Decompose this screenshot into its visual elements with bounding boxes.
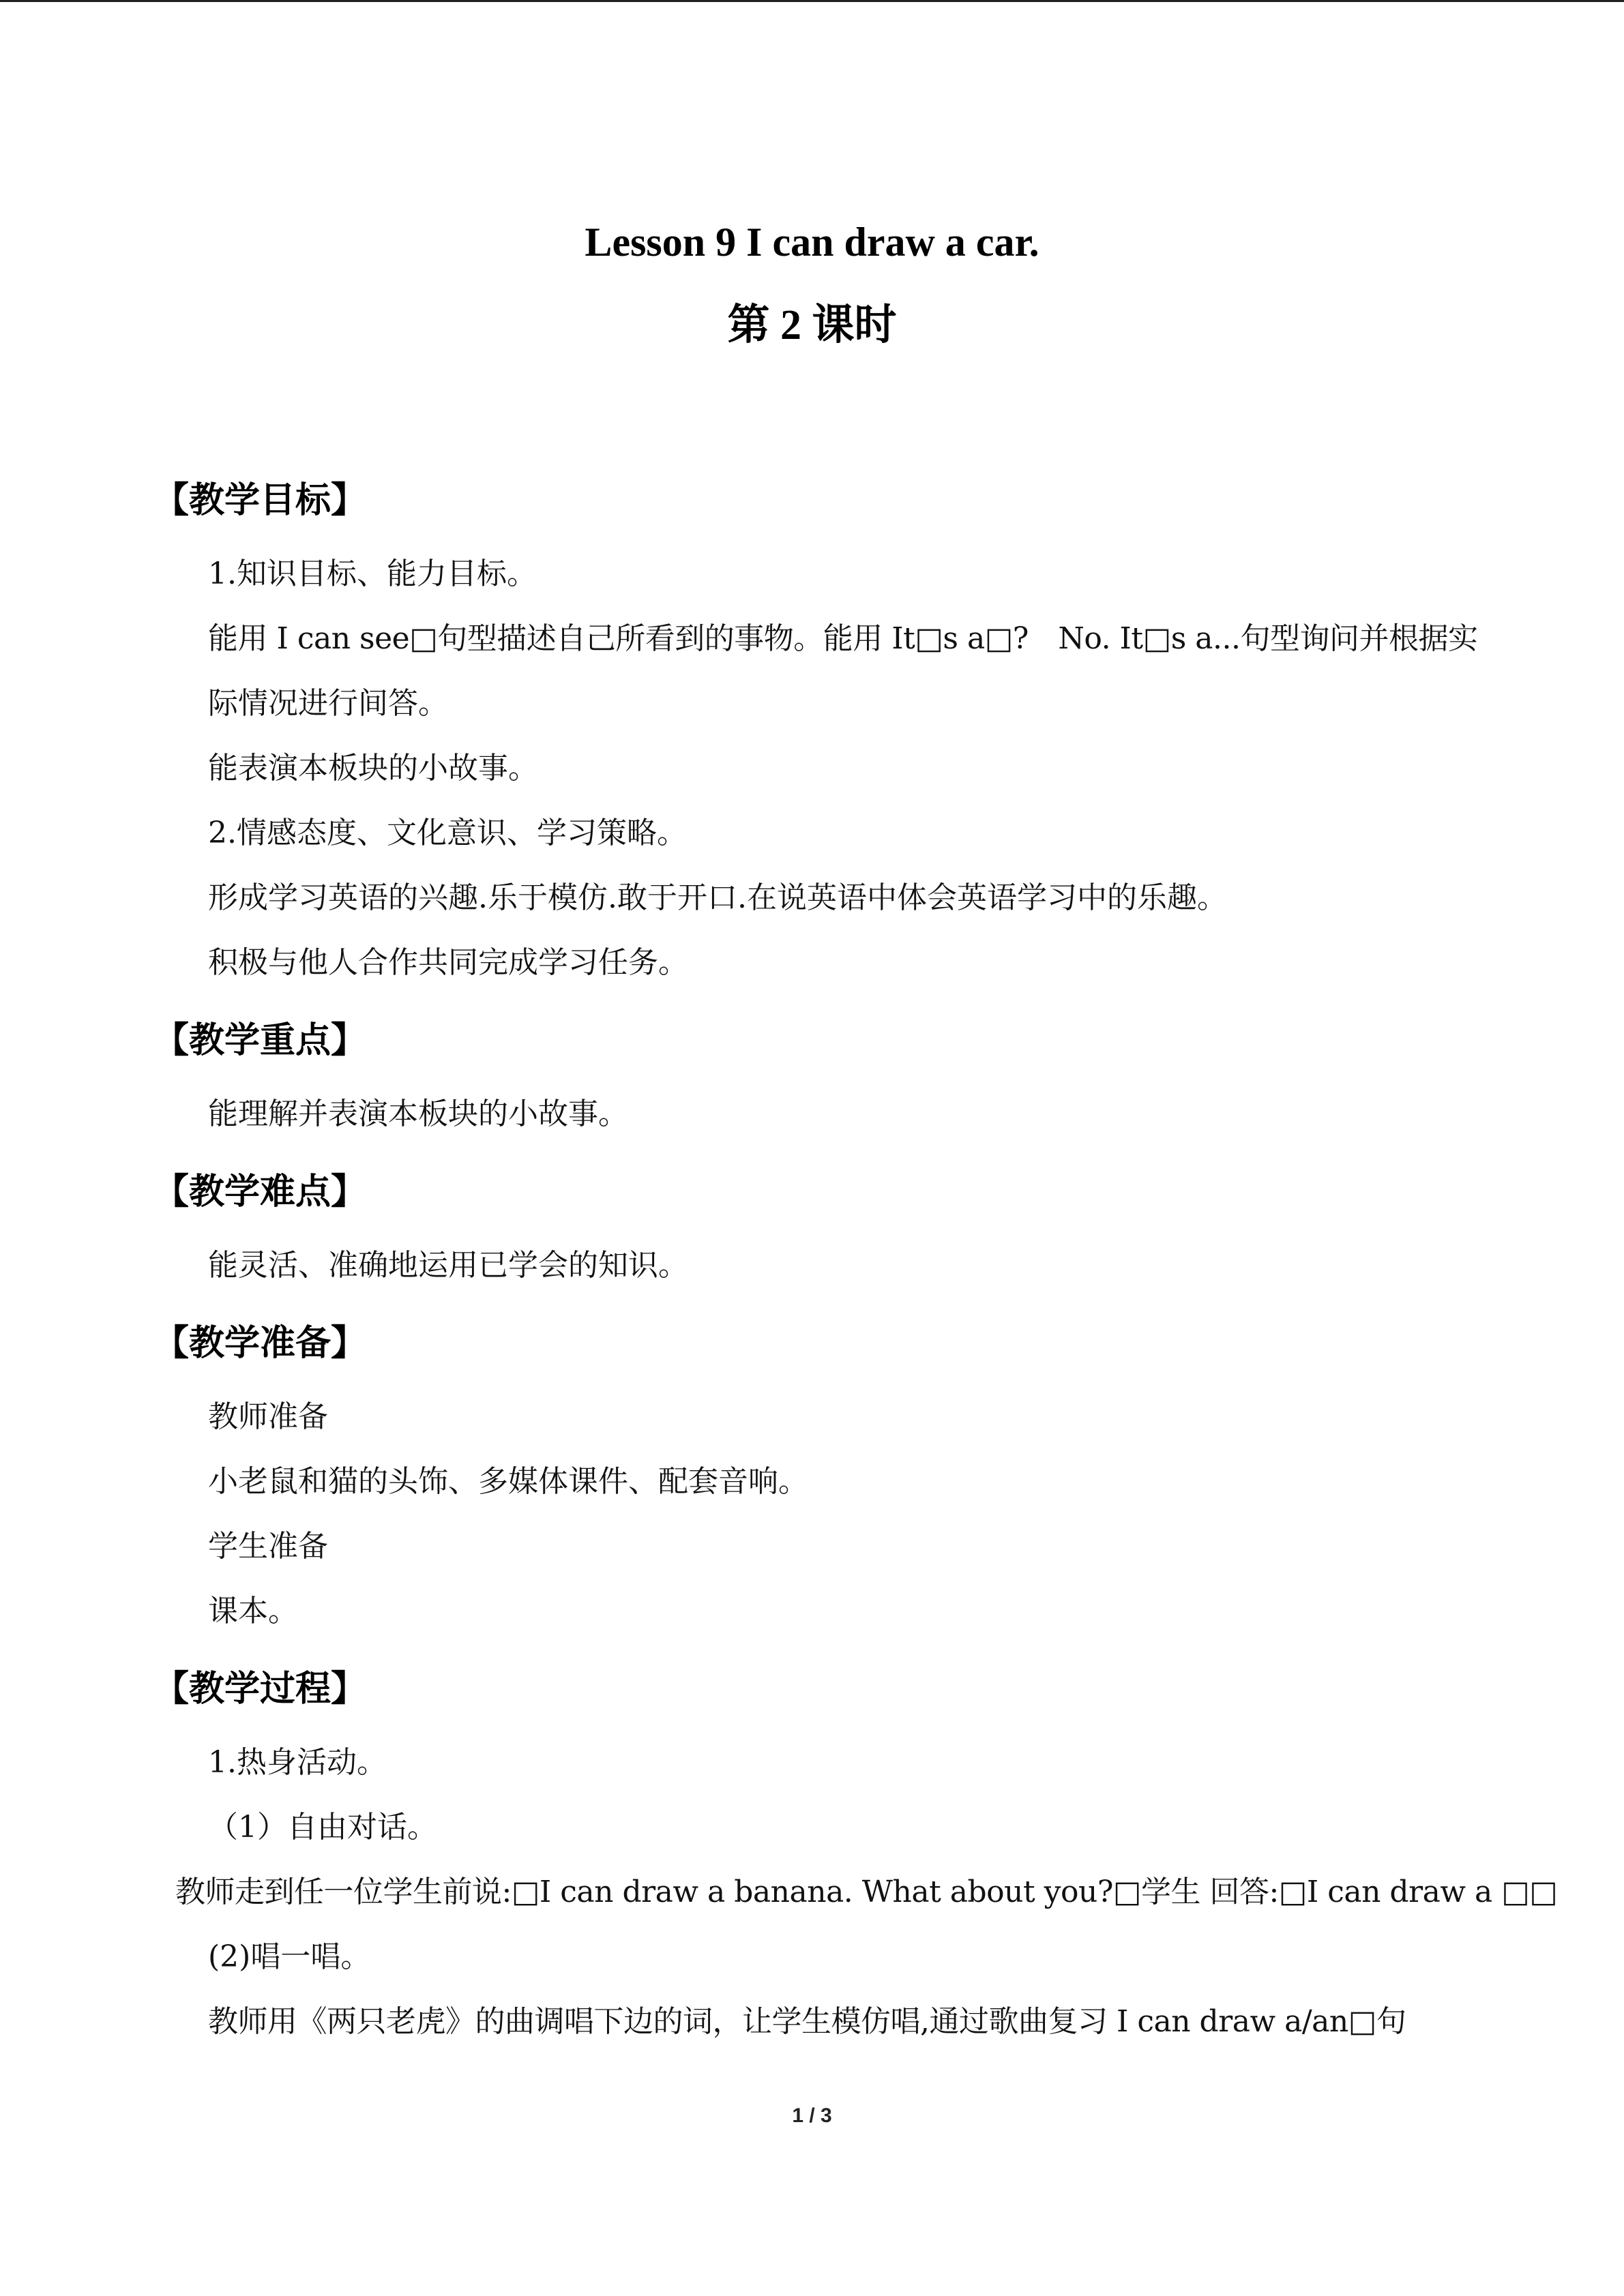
process-line-1: 1.热身活动。 (208, 1745, 387, 1780)
document-subtitle: 第 2 课时 (727, 302, 897, 348)
section-heading-difficulties: 【教学难点】 (153, 1172, 367, 1212)
process-line-5: 教师用《两只老虎》的曲调唱下边的词，让学生模仿唱,通过歌曲复习 I can draw a/an□句 (208, 2004, 1406, 2039)
preparation-line-3: 学生准备 (208, 1529, 328, 1564)
key-points-line-1: 能理解并表演本板块的小故事。 (208, 1097, 628, 1131)
section-heading-key-points: 【教学重点】 (153, 1020, 367, 1061)
preparation-line-1: 教师准备 (208, 1399, 328, 1434)
preparation-line-4: 课本。 (208, 1594, 298, 1628)
section-heading-process: 【教学过程】 (153, 1669, 367, 1710)
objectives-line-4: 能表演本板块的小故事。 (208, 751, 538, 786)
objectives-line-6: 形成学习英语的兴趣.乐于模仿.敢于开口.在说英语中体会英语学习中的乐趣。 (208, 880, 1227, 915)
page-top-border (0, 0, 1624, 2)
difficulties-line-1: 能灵活、准确地运用已学会的知识。 (208, 1248, 688, 1283)
objectives-line-2: 能用 I can see□句型描述自己所看到的事物。能用 It□s a□? No. It□s a...句型询问并根据实 (208, 621, 1478, 656)
objectives-line-1: 1.知识目标、能力目标。 (208, 556, 537, 591)
objectives-line-3: 际情况进行间答。 (208, 686, 448, 721)
objectives-line-7: 积极与他人合作共同完成学习任务。 (208, 945, 688, 980)
section-heading-objectives: 【教学目标】 (153, 480, 367, 521)
document-title: Lesson 9 I can draw a car. (585, 220, 1039, 265)
objectives-line-5: 2.情感态度、文化意识、学习策略。 (208, 816, 687, 850)
process-line-3: 教师走到任一位学生前说:□I can draw a banana. What about you?□学生 回答:□I can draw a □□ (175, 1875, 1558, 1909)
process-line-2: （1）自由对话。 (208, 1810, 437, 1845)
section-heading-preparation: 【教学准备】 (153, 1323, 367, 1364)
process-line-4: (2)唱一唱。 (208, 1939, 371, 1974)
preparation-line-2: 小老鼠和猫的头饰、多媒体课件、配套音响。 (208, 1464, 808, 1499)
page-number: 1 / 3 (792, 2104, 832, 2127)
